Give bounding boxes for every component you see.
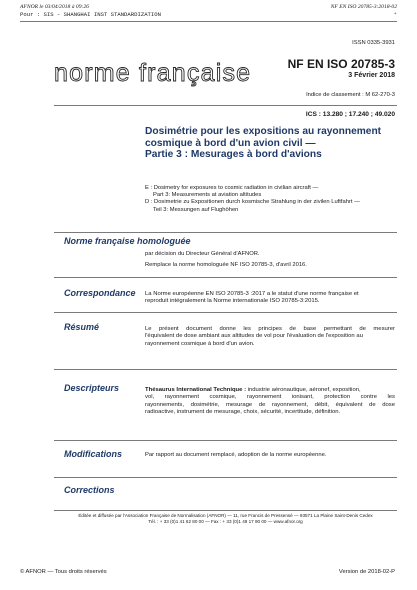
descripteurs-line2: vol, rayonnement cosmique, rayonnement ionisant, protection contre les (145, 394, 395, 401)
correspondance-line1: La Norme européenne EN ISO 20785-3 :2017 a le statut d'une norme française et (145, 291, 359, 297)
publisher-info (54, 513, 397, 525)
homologuee-line2: Remplace la norme homologuée NF ISO 20785-3, d'avril 2016. (145, 262, 307, 269)
correspondance-text (145, 291, 395, 306)
divider-descripteurs (54, 369, 397, 370)
heading-descripteurs: Descripteurs (64, 383, 120, 393)
divider-footer (54, 510, 397, 511)
translations (145, 185, 360, 214)
heading-modifications: Modifications (64, 449, 122, 459)
divider-resume (54, 312, 397, 313)
translation-e1: E : Dosimetry for exposures to cosmic radiation in civilian aircraft — (145, 185, 319, 191)
ics: ICS : 13.280 ; 17.240 ; 49.020 (305, 111, 395, 118)
standard-date: 3 Février 2018 (348, 72, 395, 79)
resume-line1: Le présent document donne les principes de base permettant de mesurer (145, 326, 395, 332)
descripteurs-line3: rayonnements, dosimétrie, mesurage de rayonnement, débit, équivalent de dose (145, 401, 395, 408)
resume-line2: l'équivalent de dose ambiant aux altitudes de vol pour l'évaluation de l'exposition au (145, 333, 363, 340)
copyright: © AFNOR — Tous droits réservés (20, 569, 107, 575)
header-right-line1: NF EN ISO 20785-3:2018-02 (330, 4, 397, 10)
version: Version de 2018-02-P (338, 569, 395, 575)
classification: Indice de classement : M 62-270-3 (306, 92, 395, 98)
brand-logo: norme française (54, 59, 252, 87)
heading-corrections: Corrections (64, 485, 115, 495)
translation-d1: D : Dosimetrie zu Expositionen durch kosmische Strahlung in der zivilen Luftfahrt — (145, 199, 360, 206)
issn: ISSN 0335-3931 (352, 40, 395, 46)
standard-block (288, 57, 395, 79)
resume-text (145, 326, 395, 348)
header-left-line1: AFNOR le 03/04/2018 à 09:26 (20, 4, 89, 10)
document-title (145, 126, 381, 161)
divider-homologuee (54, 232, 397, 233)
header-right-line2: + (393, 11, 397, 17)
divider-modifications (54, 440, 397, 441)
standard-code: NF EN ISO 20785-3 (287, 57, 395, 71)
brand-rule (54, 105, 397, 106)
heading-homologuee: Norme française homologuée (64, 236, 191, 246)
publisher-line1: Éditée et diffusée par l'Association Française de Normalisation (AFNOR) — 11, rue Francis de Pressensé — 93571 La Plaine Saint-Denis Cedex (78, 513, 373, 518)
descripteurs-text (145, 387, 395, 417)
heading-correspondance: Correspondance (64, 288, 136, 298)
divider-corrections (54, 477, 397, 478)
translation-d2: Teil 3: Messungen auf Flughöhen (153, 206, 239, 213)
translation-e2: Part 3: Measurements at aviation altitudes (153, 192, 262, 199)
title-line1: Dosimétrie pour les expositions au rayonnement (145, 126, 382, 137)
header-rule (20, 21, 397, 22)
header-right (331, 4, 397, 18)
descripteurs-line4: radioactive, instrument de mesurage, choix, sécurité, incertitude, définition. (145, 409, 341, 416)
resume-line3: rayonnement cosmique à bord d'un avion. (145, 340, 255, 347)
header-left-line2: Pour : SIS - SHANGHAI INST STANDARDIZATION (20, 11, 161, 18)
homologuee-text (145, 251, 307, 269)
title-line3: Partie 3 : Mesurages à bord d'avions (145, 149, 322, 160)
correspondance-line2: reproduit intégralement la Norme internationale ISO 20785-3:2015. (145, 298, 320, 305)
modifications-text: Par rapport au document remplacé, adoption de la norme européenne. (145, 452, 327, 458)
title-line2: cosmique à bord d'un avion civil — (145, 137, 316, 149)
header-left (20, 4, 161, 18)
homologuee-line1: par décision du Directeur Général d'AFNOR. (145, 251, 260, 257)
thesaurus-label: Thésaurus International Technique : (145, 387, 247, 393)
descripteurs-line1-text: industrie aéronautique, aéronef, exposition, (246, 387, 361, 393)
publisher-line2: Tél. : + 33 (0)1 41 62 80 00 — Fax : + 33 (0)1 49 17 90 00 — www.afnor.org (148, 519, 303, 525)
heading-resume: Résumé (64, 322, 100, 332)
divider-correspondance (54, 277, 397, 278)
descripteurs-line1 (145, 387, 395, 394)
